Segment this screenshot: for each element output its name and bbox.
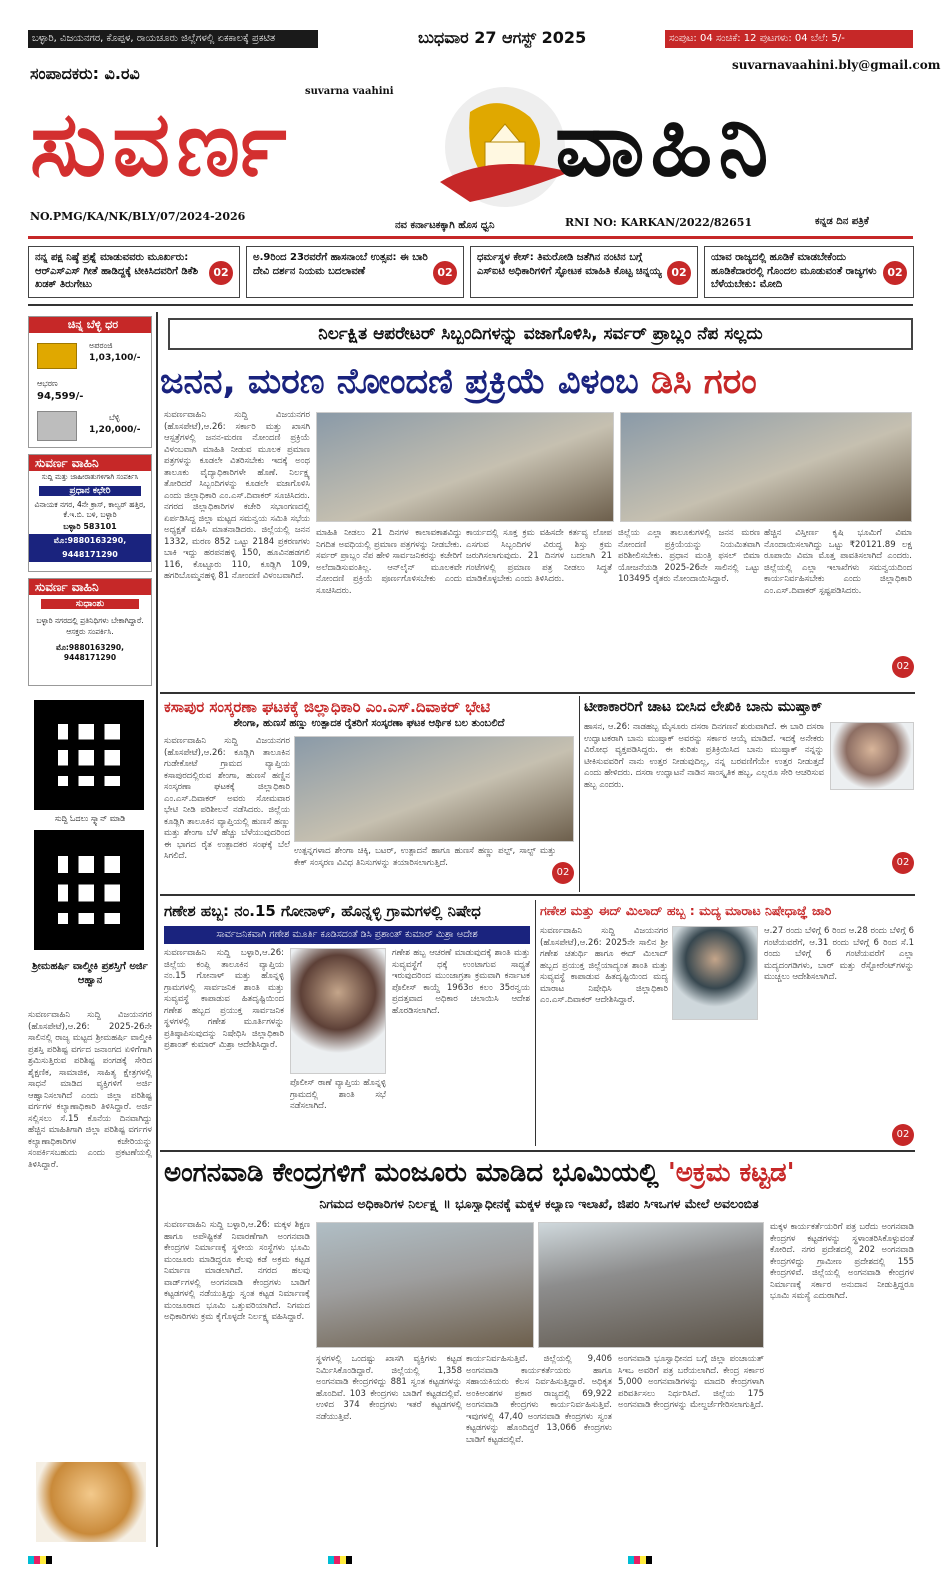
contact-ad xyxy=(28,454,152,572)
lead-body-col3: ಕಾರ್ಯದಲ್ಲಿ ಸೂಕ್ತ ಕ್ರಮ ವಹಿಸದೇ ಕರ್ತವ್ಯ ಲೋಪ ಎಸಗುವ ಸಿಬ್ಬಂದಿಗಳ ವಿರುದ್ಧ ಶಿಸ್ತು ಕ್ರಮ ಜರುಗಿಸಲಾಗುವುದು. 21 ದಿನಗಳ ಬದಲಾಗಿ 21 ಗಂಟೆಗಳಲ್ಲಿ ಪ್ರಮಾಣ ಪತ್ರ ನೀಡಲು ಸಿದ್ಧತೆ ಮಾಡಿಕೊಳ್ಳಬೇಕು ಎಂದು ತಿಳಿಸಿದರು. xyxy=(466,528,612,584)
liquor-headline[interactable]: ಗಣೇಶ ಮತ್ತು ಈದ್ ಮಿಲಾದ್ ಹಬ್ಬ : ಮದ್ಯ ಮಾರಾಟ ನಿಷೇಧಾಜ್ಞೆ ಜಾರಿ xyxy=(540,903,832,918)
teaser-rule xyxy=(28,304,913,306)
ganesh-caption: ಪೊಲೀಸ್ ಠಾಣೆ ವ್ಯಾಪ್ತಿಯ ಹೊನ್ನಳ್ಳಿ ಗ್ರಾಮದಲ್ಲಿ ಶಾಂತಿ ಸಭೆ ನಡೆಸಲಾಗಿದೆ. xyxy=(290,1078,386,1111)
anganwadi-headline[interactable] xyxy=(164,1154,914,1192)
qr-code[interactable] xyxy=(34,830,144,950)
gold-22-price: 94,599/- xyxy=(37,391,84,402)
liquor-body-col2: ಆ.27 ರಂದು ಬೆಳಿಗ್ಗೆ 6 ರಿಂದ ಆ.28 ರಂದು ಬೆಳಿಗ್ಗೆ 6 ಗಂಟೆಯವರೆಗೆ, ಆ.31 ರಂದು ಬೆಳಿಗ್ಗೆ 6 ರಿಂದ ಸೆ.1 ರಂದು ಬೆಳಿಗ್ಗೆ 6 ಗಂಟೆಯವರೆಗೆ ಎಲ್ಲಾ ಮದ್ಯದಂಗಡಿಗಳು, ಬಾರ್ ಮತ್ತು ರೆಸ್ಟೋರೆಂಟ್‌ಗಳನ್ನು ಮುಚ್ಚಲು ಆದೇಶಿಸಲಾಗಿದೆ. xyxy=(764,926,914,982)
teaser-3[interactable] xyxy=(470,246,698,298)
rni-number: RNI NO: KARKAN/2022/82651 xyxy=(565,216,753,229)
continued-badge: 02 xyxy=(892,852,914,874)
silver-label: ಬೆಳ್ಳಿ xyxy=(109,413,120,422)
ad-text: ಬಳ್ಳಾರಿ ನಗರದಲ್ಲಿ ಪ್ರತಿನಿಧಿಗಳು ಬೇಕಾಗಿದ್ದಾರೆ. ಆಸಕ್ತರು ಸಂಪರ್ಕಿಸಿ. xyxy=(36,616,144,636)
lead-headline-red: ಡಿಸಿ ಗರಂ xyxy=(650,362,757,402)
lead-body-col5: ಹೆಚ್ಚಿನ ವಿಸ್ತೀರ್ಣ ಕೃಷಿ ಭೂಮಿಗೆ ವಿಮಾ ನೊಂದಾಯಿಸಲಾಗಿದ್ದು ಒಟ್ಟು ₹20121.89 ಲಕ್ಷ ರೂಪಾಯಿ ವಿಮಾ ಮೊತ್ತ ಪಾವತಿಸಲಾಗಿದೆ ಎಂದರು. ಜಿಲ್ಲೆಯಲ್ಲಿ ಎಲ್ಲಾ ಇಲಾಖೆಗಳು ಸಮನ್ವಯದಿಂದ ಕಾರ್ಯನಿರ್ವಹಿಸಬೇಕು ಎಂದು ಜಿಲ್ಲಾಧಿಕಾರಿ ಎಂ.ಎಸ್.ದಿವಾಕರ್ ಸ್ಪಷ್ಟಪಡಿಸಿದರು. xyxy=(764,528,912,596)
issue-date: ಬುಧವಾರ 27 ಆಗಸ್ಟ್ 2025 xyxy=(418,28,587,47)
continued-badge: 02 xyxy=(892,1124,914,1146)
gold-rate-box xyxy=(28,316,152,448)
ad-phone[interactable]: ಮೊ:9880163290, 9448171290 xyxy=(29,534,151,562)
gold-24-label: ಅಪರಂಜಿ xyxy=(89,341,113,350)
side-headline: ಶ್ರೀಮಹರ್ಷಿ ವಾಲ್ಮೀಕಿ ಪ್ರಶಸ್ತಿಗೆ ಅರ್ಜಿ ಆಹ್ವಾನ xyxy=(32,961,148,986)
masthead-rule xyxy=(28,236,913,239)
lead-kicker: ನಿರ್ಲಕ್ಷಿತ ಆಪರೇಟರ್ ಸಿಬ್ಬಂದಿಗಳನ್ನು ವಜಾಗೊಳಿಸಿ, ಸರ್ವರ್ ಪ್ರಾಬ್ಲಂ ನೆಪ ಸಲ್ಲದು xyxy=(168,318,913,350)
lead-headline-main: ಜನನ, ಮರಣ ನೋಂದಣಿ ಪ್ರಕ್ರಿಯೆ ವಿಳಂಬ xyxy=(160,362,651,402)
ad-phone[interactable]: ಮೊ:9880163290, 9448171290 xyxy=(56,643,124,662)
teaser-text: ಅ.9ರಿಂದ 23ರವರೆಗೆ ಹಾಸನಾಂಬೆ ಉತ್ಸವ: ಈ ಬಾರಿ ದೇವಿ ದರ್ಶನ ನಿಯಮ ಬದಲಾವಣೆ xyxy=(253,252,428,277)
column-rule xyxy=(579,696,580,892)
recruit-ad xyxy=(28,578,152,686)
visit-subhead: ಶೇಂಗಾ, ಹುಣಸೆ ಹಣ್ಣು ಉತ್ಪಾದಕ ರೈತರಿಗೆ ಸಂಸ್ಕರಣಾ ಘಟಕ ಆರ್ಥಿಕ ಬಲ ತುಂಬಲಿದೆ xyxy=(233,718,505,729)
site-photo-1 xyxy=(316,1222,534,1348)
anganwadi-body-col3: ಕಾರ್ಯನಿರ್ವಹಿಸುತ್ತಿವೆ. ಜಿಲ್ಲೆಯಲ್ಲಿ 9,406 ಅಂಗನವಾಡಿ ಕಾರ್ಯಕರ್ತೆಯರು ಹಾಗೂ ಸಹಾಯಕಿಯರು ಕೆಲಸ ನಿರ್ವಹಿಸುತ್ತಿದ್ದಾರೆ. ಅಧಿಕೃತ ಅಂಕಿಅಂಶಗಳ ಪ್ರಕಾರ ರಾಜ್ಯದಲ್ಲಿ 69,922 ಅಂಗನವಾಡಿ ಕೇಂದ್ರಗಳು ಕಾರ್ಯನಿರ್ವಹಿಸುತ್ತಿವೆ. ಇವುಗಳಲ್ಲಿ 47,40 ಅಂಗನವಾಡಿ ಕೇಂದ್ರಗಳು ಸ್ವಂತ ಕಟ್ಟಡಗಳನ್ನು ಹೊಂದಿದ್ದರೆ 13,066 ಕೇಂದ್ರಗಳು ಬಾಡಿಗೆ ಕಟ್ಟಡದಲ್ಲಿವೆ. xyxy=(466,1354,612,1445)
ad-brand: ಸುವರ್ಣ ವಾಹಿನಿ xyxy=(29,579,151,595)
teaser-4[interactable] xyxy=(704,246,914,298)
ad-pin: ಬಳ್ಳಾರಿ 583101 xyxy=(63,522,117,531)
ganesh-photo xyxy=(290,948,386,1074)
column-rule xyxy=(156,312,158,1547)
anganwadi-subhead: ನಿಗಮದ ಅಧಿಕಾರಿಗಳ ನಿರ್ಲಕ್ಷ್ಯ ॥ ಭೂಸ್ವಾಧೀನಕ್ಕೆ ಮಕ್ಕಳ ಕಲ್ಯಾಣ ಇಲಾಖೆ, ಜಿಪಂ ಸಿಇಒಗಳ ಮೇಲೆ ಅವಲಂಬಿತ xyxy=(319,1196,759,1211)
teaser-text: ನನ್ನ ಪಕ್ಷ ನಿಷ್ಠೆ ಪ್ರಶ್ನೆ ಮಾಡುವವರು ಮೂರ್ಖರು: ಆರ್‌ಎಸ್‌ಎಸ್ ಗೀತೆ ಹಾಡಿದ್ದಕ್ಕೆ ಟೀಕಿಸಿದವರಿಗೆ ಡಿಕೆಶಿ ಖಡಕ್ ತಿರುಗೇಟು xyxy=(35,252,199,290)
ganesh-body-col2: ಗಣೇಶ ಹಬ್ಬ ಆಚರಣೆ ಮಾಡುವುದಕ್ಕೆ ಶಾಂತಿ ಮತ್ತು ಸುವ್ಯವಸ್ಥೆಗೆ ಧಕ್ಕೆ ಉಂಟಾಗುವ ಸಾಧ್ಯತೆ ಇರುವುದರಿಂದ ಮುಂಜಾಗ್ರತಾ ಕ್ರಮವಾಗಿ ಕರ್ನಾಟಕ ಪೊಲೀಸ್ ಕಾಯ್ದೆ 1963ರ ಕಲಂ 35ರನ್ವಯ ಪ್ರದತ್ತವಾದ ಅಧಿಕಾರ ಚಲಾಯಿಸಿ ಆದೇಶ ಹೊರಡಿಸಲಾಗಿದೆ. xyxy=(392,948,530,1016)
lead-body-col2: ಮಾಹಿತಿ ನೀಡಲು 21 ದಿನಗಳ ಕಾಲಾವಕಾಶವಿದ್ದು ನಿಗದಿತ ಅವಧಿಯಲ್ಲಿ ಪ್ರಮಾಣ ಪತ್ರಗಳನ್ನು ನೀಡಬೇಕು. ಸರ್ವರ್ ಪ್ರಾಬ್ಲಂ ನೆಪ ಹೇಳಿ ಸಾರ್ವಜನಿಕರನ್ನು ಕಚೇರಿಗೆ ಅಲೆದಾಡಿಸುವಂತಿಲ್ಲ. ಆನ್‌ಲೈನ್ ಮೂಲಕವೇ ನೋಂದಣಿ ಪ್ರಕ್ರಿಯೆ ಪೂರ್ಣಗೊಳಿಸಬೇಕು ಎಂದು ಸೂಚಿಸಿದರು. xyxy=(316,528,462,596)
anganwadi-body-col2: ಸ್ಥಳಗಳಲ್ಲಿ ಒಂದಷ್ಟು ಖಾಸಗಿ ವ್ಯಕ್ತಿಗಳು ಕಟ್ಟಡ ನಿರ್ಮಿಸಿಕೊಂಡಿದ್ದಾರೆ. ಜಿಲ್ಲೆಯಲ್ಲಿ 1,358 ಅಂಗನವಾಡಿ ಕೇಂದ್ರಗಳಿದ್ದು 881 ಸ್ವಂತ ಕಟ್ಟಡಗಳನ್ನು ಹೊಂದಿವೆ. 103 ಕೇಂದ್ರಗಳು ಬಾಡಿಗೆ ಕಟ್ಟಡದಲ್ಲಿವೆ. ಉಳಿದ 374 ಕೇಂದ್ರಗಳು ಇತರೆ ಕಟ್ಟಡಗಳಲ್ಲಿ ನಡೆಯುತ್ತಿವೆ. xyxy=(316,1354,462,1422)
gold-bars-icon xyxy=(37,343,77,369)
silver-price: 1,20,000/- xyxy=(89,425,141,435)
anganwadi-body: ಸುವರ್ಣವಾಹಿನಿ ಸುದ್ದಿ ಬಳ್ಳಾರಿ,ಆ.26: ಮಕ್ಕಳ ಶಿಕ್ಷಣ ಹಾಗೂ ಅಪೌಷ್ಟಿಕತೆ ನಿವಾರಣೆಗಾಗಿ ಅಂಗನವಾಡಿ ಕೇಂದ್ರಗಳ ನಿರ್ಮಾಣಕ್ಕೆ ಸ್ಥಳೀಯ ಸಂಸ್ಥೆಗಳು ಭೂಮಿ ಮಂಜೂರು ಮಾಡಿದ್ದರೂ ಕೆಲವು ಕಡೆ ಅಕ್ರಮ ಕಟ್ಟಡ ನಿರ್ಮಾಣ ಮಾಡಲಾಗಿದೆ. ನಗರದ ಹಲವು ವಾರ್ಡ್‌ಗಳಲ್ಲಿ ಅಂಗನವಾಡಿ ಕೇಂದ್ರಗಳು ಬಾಡಿಗೆ ಕಟ್ಟಡಗಳಲ್ಲಿ ನಡೆಯುತ್ತಿದ್ದು ಸ್ವಂತ ಕಟ್ಟಡ ನಿರ್ಮಾಣಕ್ಕೆ ಮಂಜೂರಾದ ಭೂಮಿ ಒತ್ತುವರಿಯಾಗಿದೆ. ನಿಗಮದ ಅಧಿಕಾರಿಗಳು ಕ್ರಮ ಕೈಗೊಳ್ಳದೇ ನಿರ್ಲಕ್ಷ್ಯ ವಹಿಸಿದ್ದಾರೆ. xyxy=(164,1220,310,1322)
teaser-1[interactable] xyxy=(28,246,240,298)
registration-number: NO.PMG/KA/NK/BLY/07/2024-2026 xyxy=(30,210,246,223)
sage-illustration xyxy=(36,1462,146,1542)
teaser-text: ಯಾವ ರಾಜ್ಯದಲ್ಲಿ ಹೂಡಿಕೆ ಮಾಡಬೇಕೆಂದು ಹೂಡಿಕೆದಾರರಲ್ಲಿ ಗೊಂದಲ ಮೂಡುವಂತೆ ರಾಜ್ಯಗಳು ಬೆಳೆಯಬೇಕು: ಮೋದಿ xyxy=(711,252,877,290)
ad-brand: ಸುವರ್ಣ ವಾಹಿನಿ xyxy=(29,455,151,471)
banu-headline[interactable]: ಟೀಕಾಕಾರರಿಗೆ ಚಾಟ ಬೀಸಿದ ಲೇಖಿಕಿ ಬಾನು ಮುಷ್ತಾಕ್ xyxy=(584,699,823,715)
silver-bar-icon xyxy=(37,411,77,441)
gold-24-price: 1,03,100/- xyxy=(89,353,141,363)
anganwadi-body-col5: ಮಕ್ಕಳ ಕಾರ್ಯಕರ್ತೆಯರಿಗೆ ಪತ್ರ ಬರೆದು ಅಂಗನವಾಡಿ ಕೇಂದ್ರಗಳ ಕಟ್ಟಡಗಳನ್ನು ಸ್ಥಳಾಂತರಿಸಿಕೊಳ್ಳುವಂತೆ ಕೋರಿದೆ. ನಗರ ಪ್ರದೇಶದಲ್ಲಿ 202 ಅಂಗನವಾಡಿ ಕೇಂದ್ರಗಳಿದ್ದು ಗ್ರಾಮೀಣ ಪ್ರದೇಶದಲ್ಲಿ 155 ಕೇಂದ್ರಗಳಿವೆ. ಜಿಲ್ಲೆಯಲ್ಲಿ ಅಂಗನವಾಡಿ ಕೇಂದ್ರಗಳ ನಿರ್ಮಾಣಕ್ಕೆ ಸರ್ಕಾರ ಅನುದಾನ ನೀಡುತ್ತಿದ್ದರೂ ಭೂಮಿ ಸಮಸ್ಯೆ ಎದುರಾಗಿದೆ. xyxy=(770,1222,914,1301)
teaser-text: ಧರ್ಮಸ್ಥಳ ಕೇಸ್: ತಿಮರೋಡಿ ಜತೆಗಿನ ನಂಟಿನ ಬಗ್ಗೆ ಎಸ್‌ಐಟಿ ಅಧಿಕಾರಿಗಳಿಗೆ ಸ್ಫೋಟಕ ಮಾಹಿತಿ ಕೊಟ್ಟ ಚಿನ್ನಯ್ಯ xyxy=(477,252,662,277)
ganesh-subhead: ಸಾರ್ವಜನಿಕವಾಗಿ ಗಣೇಶ ಮೂರ್ತಿ ಕೂಡಿಸದಂತೆ ಡಿಸಿ ಪ್ರಶಾಂತ್ ಕುಮಾರ್ ಮಿಶ್ರಾ ಆದೇಶ xyxy=(164,926,530,944)
teaser-2[interactable] xyxy=(246,246,464,298)
visit-caption: ಉತ್ಪನ್ನಗಳಾದ ಶೇಂಗಾ ಚಿಕ್ಕಿ, ಬಟರ್, ಉತ್ಪಾದನೆ ಹಾಗೂ ಹುಣಸೆ ಹಣ್ಣು ಪಲ್ಪ್, ಸಾಲ್ಟ್ ಮತ್ತು ಕೇಕ್ ಸಂಸ್ಕರಣ ವಿವಿಧ ತಿನಿಸುಗಳನ್ನು ತಯಾರಿಸಲಾಗುತ್ತಿದೆ. xyxy=(294,846,556,868)
page-badge: 02 xyxy=(209,261,233,285)
editor-line: ಸಂಪಾದಕರು: ವಿ.ರವಿ xyxy=(30,64,140,83)
contact-email[interactable]: suvarnavaahini.bly@gmail.com xyxy=(732,58,941,72)
gold-22-label: ಆಭರಣ xyxy=(37,379,58,388)
masthead-title-left: ಸುವರ್ಣ xyxy=(30,92,293,197)
ad-address: ವಿನಾಯಕ ನಗರ, 4ನೇ ಕ್ರಾಸ್, ಕಾಲ್ವರ್ ಹತ್ತಿರ, ಕೆ.ಇ.ಬಿ. ಬಳಿ, ಬಳ್ಳಾರಿ xyxy=(34,500,146,519)
issue-info: ಸಂಪುಟ: 04 ಸಂಚಿಕೆ: 12 ಪುಟಗಳು: 04 ಬೆಲೆ: 5/- xyxy=(665,30,913,48)
page-badge: 02 xyxy=(883,261,907,285)
ad-box-label: ಸುಧಾಂಶು xyxy=(41,599,139,609)
lead-body-col1: ಸುವರ್ಣವಾಹಿನಿ ಸುದ್ದಿ ವಿಜಯನಗರ (ಹೊಸಪೇಟೆ),ಆ.26: ಸರ್ಕಾರಿ ಮತ್ತು ಖಾಸಗಿ ಆಸ್ಪತ್ರೆಗಳಲ್ಲಿ ಜನನ-ಮರಣ ನೋಂದಣಿ ಪ್ರಕ್ರಿಯೆ ವಿಳಂಬವಾಗಿ ಮಾಹಿತಿ ನೀಡುವ ಮೂಲಕ ಪ್ರಮಾಣ ಪತ್ರಗಳನ್ನು ಕೂಡಲೇ ವಿತರಿಸಬೇಕು ಇದಕ್ಕೆ ಅಂಥ ತಾಲೂಕು ವೈದ್ಯಾಧಿಕಾರಿಗಳೇ ಹೊಣೆ. ನಿರ್ಲಕ್ಷ್ಯ ತೋರಿದರೆ ಸಿಬ್ಬಂದಿಗಳನ್ನು ಕೂಡಲೇ ವಜಾಗೊಳಿಸಿ ಎಂದು ಜಿಲ್ಲಾಧಿಕಾರಿ ಎಂ.ಎಸ್.ದಿವಾಕರ್ ಸೂಚಿಸಿದರು. ನಗರದ ಜಿಲ್ಲಾಧಿಕಾರಿಗಳ ಕಚೇರಿ ಸಭಾಂಗಣದಲ್ಲಿ ಏರ್ಪಡಿಸಿದ್ದ ಜಿಲ್ಲಾ ಮಟ್ಟದ ಸಮನ್ವಯ ಸಮಿತಿ ಸಭೆಯ ಅಧ್ಯಕ್ಷತೆ ವಹಿಸಿ ಮಾತನಾಡಿದರು. ಜಿಲ್ಲೆಯಲ್ಲಿ ಜನನ 1332, ಮರಣ 852 ಒಟ್ಟು 2184 ಪ್ರಕರಣಗಳು ಬಾಕಿ ಇದ್ದು ಹರಪನಹಳ್ಳಿ 150, ಹೂವಿನಹಡಗಲಿ 116, ಕೊಟ್ಟೂರು 110, ಕೂಡ್ಲಿಗಿ 109, ಹಗರಿಬೊಮ್ಮನಹಳ್ಳಿ 81 ನೋಂದಣಿ ವಿಳಂಬವಾಗಿದೆ. xyxy=(164,410,310,581)
page-badge: 02 xyxy=(433,261,457,285)
side-article: ಸುವರ್ಣವಾಹಿನಿ ಸುದ್ದಿ ವಿಜಯನಗರ (ಹೊಸಪೇಟೆ),ಆ.26: 2025-26ನೇ ಸಾಲಿನಲ್ಲಿ ರಾಜ್ಯ ಮಟ್ಟದ ಶ್ರೀಮಹರ್ಷಿ ವಾಲ್ಮೀಕಿ ಪ್ರಶಸ್ತಿ ಪರಿಶಿಷ್ಟ ವರ್ಗದ ಜನಾಂಗದ ಏಳಿಗೆಗಾಗಿ ಶ್ರಮಿಸುತ್ತಿರುವ ಪರಿಶಿಷ್ಟ ಪಂಗಡಕ್ಕೆ ಸೇರಿದ ಶೈಕ್ಷಣಿಕ, ಸಾಮಾಜಿಕ, ಸಾಹಿತ್ಯ ಕ್ಷೇತ್ರಗಳಲ್ಲಿ ಸಾಧನೆ ಮಾಡಿದ ವ್ಯಕ್ತಿಗಳಿಗೆ ಅರ್ಜಿ ಆಹ್ವಾನಿಸಲಾಗಿದೆ ಎಂದು ಜಿಲ್ಲಾ ಪರಿಶಿಷ್ಟ ವರ್ಗಗಳ ಕಲ್ಯಾಣಾಧಿಕಾರಿ ತಿಳಿಸಿದ್ದಾರೆ. ಅರ್ಜಿ ಸಲ್ಲಿಸಲು ಸೆ.15 ಕೊನೆಯ ದಿನವಾಗಿದ್ದು ಹೆಚ್ಚಿನ ಮಾಹಿತಿಗಾಗಿ ಜಿಲ್ಲಾ ಪರಿಶಿಷ್ಟ ವರ್ಗಗಳ ಕಲ್ಯಾಣಾಧಿಕಾರಿಗಳ ಕಚೇರಿಯನ್ನು ಸಂಪರ್ಕಿಸಬಹುದು ಎಂದು ಪ್ರಕಟಣೆಯಲ್ಲಿ ತಿಳಿಸಿದ್ದಾರೆ. xyxy=(28,1010,152,1170)
liquor-body: ಸುವರ್ಣವಾಹಿನಿ ಸುದ್ದಿ ವಿಜಯನಗರ (ಹೊಸಪೇಟೆ),ಆ.26: 2025ನೇ ಸಾಲಿನ ಶ್ರೀ ಗಣೇಶ ಚತುರ್ಥಿ ಹಾಗೂ ಈದ್ ಮಿಲಾದ್ ಹಬ್ಬದ ಪ್ರಯುಕ್ತ ಜಿಲ್ಲೆಯಾದ್ಯಂತ ಶಾಂತಿ ಮತ್ತು ಸುವ್ಯವಸ್ಥೆ ಕಾಪಾಡುವ ಹಿತದೃಷ್ಟಿಯಿಂದ ಮದ್ಯ ಮಾರಾಟ ನಿಷೇಧಿಸಿ ಜಿಲ್ಲಾಧಿಕಾರಿ ಎಂ.ಎಸ್.ದಿವಾಕರ್ ಆದೇಶಿಸಿದ್ದಾರೆ. xyxy=(540,926,668,1005)
coverage-strip: ಬಳ್ಳಾರಿ, ವಿಜಯನಗರ, ಕೊಪ್ಪಳ, ರಾಯಚೂರು ಜಿಲ್ಲೆಗಳಲ್ಲಿ ಏಕಕಾಲಕ್ಕೆ ಪ್ರಕಟಿತ xyxy=(28,30,318,48)
lead-headline[interactable] xyxy=(160,360,915,404)
column-rule xyxy=(535,900,536,1146)
tagline: ನವ ಕರ್ನಾಟಕಕ್ಕಾಗಿ ಹೊಸ ಧ್ವನಿ xyxy=(395,220,495,231)
ganesh-headline[interactable]: ಗಣೇಶ ಹಬ್ಬ: ನಂ.15 ಗೋನಾಳ್, ಹೊನ್ನಳ್ಳಿ ಗ್ರಾಮಗಳಲ್ಲಿ ನಿಷೇಧ xyxy=(164,902,481,920)
brand-english: suvarna vaahini xyxy=(305,86,394,97)
visit-headline[interactable]: ಕಸಾಪುರ ಸಂಸ್ಕರಣಾ ಘಟಕಕ್ಕೆ ಜಿಲ್ಲಾಧಿಕಾರಿ ಎಂ.ಎಸ್.ದಿವಾಕರ್ ಭೇಟಿ xyxy=(164,698,491,716)
page-badge: 02 xyxy=(667,261,691,285)
qr-code[interactable] xyxy=(34,700,144,810)
lead-photo-hall xyxy=(620,412,912,522)
anganwadi-body-col4: ಅಂಗನವಾಡಿ ಭೂಸ್ವಾಧೀನದ ಬಗ್ಗೆ ಜಿಲ್ಲಾ ಪಂಚಾಯತ್ ಸಿಇಒ ಅವರಿಗೆ ಪತ್ರ ಬರೆಯಲಾಗಿದೆ. ಕೇಂದ್ರ ಸರ್ಕಾರ 5,000 ಅಂಗನವಾಡಿಗಳನ್ನು ಮಾದರಿ ಕೇಂದ್ರಗಳಾಗಿ ಪರಿವರ್ತಿಸಲು ನಿರ್ಧರಿಸಿದೆ. ಜಿಲ್ಲೆಯ 175 ಅಂಗನವಾಡಿ ಕೇಂದ್ರಗಳನ್ನು ಮೇಲ್ದರ್ಜೆಗೇರಿಸಲಾಗುತ್ತಿದೆ. xyxy=(618,1354,764,1410)
qr-caption: ಸುದ್ದಿ ಓದಲು ಸ್ಕ್ಯಾನ್ ಮಾಡಿ xyxy=(54,814,126,823)
visit-photo xyxy=(294,736,574,842)
continued-badge: 02 xyxy=(892,656,914,678)
banu-body: ಹಾಸನ, ಆ.26: ನಾಡಹಬ್ಬ ಮೈಸೂರು ದಸರಾ ದಿನಗಣನೆ ಶುರುವಾಗಿದೆ. ಈ ಬಾರಿ ದಸರಾ ಉದ್ಘಾಟಕರಾಗಿ ಬಾನು ಮುಷ್ತಾಕ್ ಅವರನ್ನು ಸರ್ಕಾರ ಆಯ್ಕೆ ಮಾಡಿದೆ. ಇದಕ್ಕೆ ಅನೇಕರು ವಿರೋಧ ವ್ಯಕ್ತಪಡಿಸಿದ್ದರು. ಈ ಕುರಿತು ಪ್ರತಿಕ್ರಿಯಿಸಿದ ಬಾನು ಮುಷ್ತಾಕ್ ನನ್ನನ್ನು ಟೀಕಿಸುವವರಿಗೆ ನಾನು ಉತ್ತರ ನೀಡುವುದಿಲ್ಲ, ನನ್ನ ಬರವಣಿಗೆಯೇ ಉತ್ತರ ನೀಡುತ್ತದೆ ಎಂದು ಹೇಳಿದರು. ದಸರಾ ಉದ್ಘಾಟನೆ ನಾಡಿನ ಸಾಂಸ್ಕೃತಿಕ ಹಬ್ಬ, ಎಲ್ಲರೂ ಸೇರಿ ಆಚರಿಸುವ ಹಬ್ಬ ಎಂದರು. xyxy=(584,722,824,790)
continued-badge: 02 xyxy=(552,862,574,884)
gold-rate-title: ಚಿನ್ನ ಬೆಳ್ಳಿ ಧರ xyxy=(29,317,151,333)
visit-body: ಸುವರ್ಣವಾಹಿನಿ ಸುದ್ದಿ ವಿಜಯನಗರ (ಹೊಸಪೇಟೆ),ಆ.26: ಕೂಡ್ಲಿಗಿ ತಾಲೂಕಿನ ಗುಡೇಕೋಟೆ ಗ್ರಾಮದ ವ್ಯಾಪ್ತಿಯ ಕಸಾಪುರದಲ್ಲಿರುವ ಶೇಂಗಾ, ಹುಣಸೆ ಹಣ್ಣಿನ ಸಂಸ್ಕರಣಾ ಘಟಕಕ್ಕೆ ಜಿಲ್ಲಾಧಿಕಾರಿ ಎಂ.ಎಸ್.ದಿವಾಕರ್ ಅವರು ಸೋಮವಾರ ಭೇಟಿ ನೀಡಿ ಪರಿಶೀಲನೆ ನಡೆಸಿದರು. ಜಿಲ್ಲೆಯ ಕೂಡ್ಲಿಗಿ ತಾಲೂಕಿನ ವ್ಯಾಪ್ತಿಯಲ್ಲಿ ಹುಣಸೆ ಹಣ್ಣು ಮತ್ತು ಶೇಂಗಾ ಬೆಳೆ ಹೆಚ್ಚು ಬೆಳೆಯುವುದರಿಂದ ಈ ಭಾಗದ ರೈತ ಉತ್ಪಾದಕರ ಸಂಘಕ್ಕೆ ಬೆಲೆ ಸಿಗಲಿದೆ. xyxy=(164,736,290,861)
masthead-title-right: ವಾಹಿನಿ xyxy=(555,92,775,197)
anganwadi-headline-main: ಅಂಗನವಾಡಿ ಕೇಂದ್ರಗಳಿಗೆ ಮಂಜೂರು ಮಾಡಿದ ಭೂಮಿಯಲ್ಲಿ xyxy=(164,1158,668,1188)
author-photo xyxy=(830,722,914,790)
lead-body-col4: ಜಿಲ್ಲೆಯ ಎಲ್ಲಾ ತಾಲೂಕುಗಳಲ್ಲಿ ಜನನ ಮರಣ ನೋಂದಣಿ ಪ್ರಕ್ರಿಯೆಯನ್ನು ನಿಯಮಿತವಾಗಿ ಪರಿಶೀಲಿಸಬೇಕು. ಪ್ರಧಾನ ಮಂತ್ರಿ ಫಸಲ್ ಬಿಮಾ ಯೋಜನೆಯಡಿ 2025-26ನೇ ಸಾಲಿನಲ್ಲಿ ಒಟ್ಟು 103495 ರೈತರು ನೋಂದಾಯಿಸಿದ್ದಾರೆ. xyxy=(618,528,760,584)
liquor-photo xyxy=(672,926,758,1020)
section-rule xyxy=(160,894,915,896)
lead-photo-meeting xyxy=(316,412,614,522)
ad-subline: ಸುದ್ದಿ ಮತ್ತು ಜಾಹೀರಾತುಗಳಿಗಾಗಿ ಸಂಪರ್ಕಿಸಿ xyxy=(41,473,139,481)
section-rule xyxy=(160,1150,915,1152)
section-rule xyxy=(160,692,915,694)
anganwadi-headline-red: 'ಅಕ್ರಮ ಕಟ್ಟಡ' xyxy=(667,1158,795,1188)
ganesh-body: ಸುವರ್ಣವಾಹಿನಿ ಸುದ್ದಿ ಬಳ್ಳಾರಿ,ಆ.26: ಜಿಲ್ಲೆಯ ಕಂಪ್ಲಿ ತಾಲೂಕಿನ ವ್ಯಾಪ್ತಿಯ ನಂ.15 ಗೋನಾಳ್ ಮತ್ತು ಹೊನ್ನಳ್ಳಿ ಗ್ರಾಮಗಳಲ್ಲಿ ಸಾರ್ವಜನಿಕ ಶಾಂತಿ ಮತ್ತು ಸುವ್ಯವಸ್ಥೆ ಕಾಪಾಡುವ ಹಿತದೃಷ್ಟಿಯಿಂದ ಗಣೇಶ ಹಬ್ಬದ ಪ್ರಯುಕ್ತ ಸಾರ್ವಜನಿಕ ಸ್ಥಳಗಳಲ್ಲಿ ಗಣೇಶ ಮೂರ್ತಿಗಳನ್ನು ಪ್ರತಿಷ್ಠಾಪಿಸುವುದನ್ನು ನಿಷೇಧಿಸಿ ಜಿಲ್ಲಾಧಿಕಾರಿ ಪ್ರಶಾಂತ್ ಕುಮಾರ್ ಮಿಶ್ರಾ ಆದೇಶಿಸಿದ್ದಾರೆ. xyxy=(164,948,284,1050)
site-photo-2 xyxy=(538,1222,764,1348)
print-register-marks xyxy=(28,1556,913,1564)
ad-office-label: ಪ್ರಧಾನ ಕಛೇರಿ xyxy=(39,486,141,496)
paper-type: ಕನ್ನಡ ದಿನ ಪತ್ರಿಕೆ xyxy=(815,216,869,227)
